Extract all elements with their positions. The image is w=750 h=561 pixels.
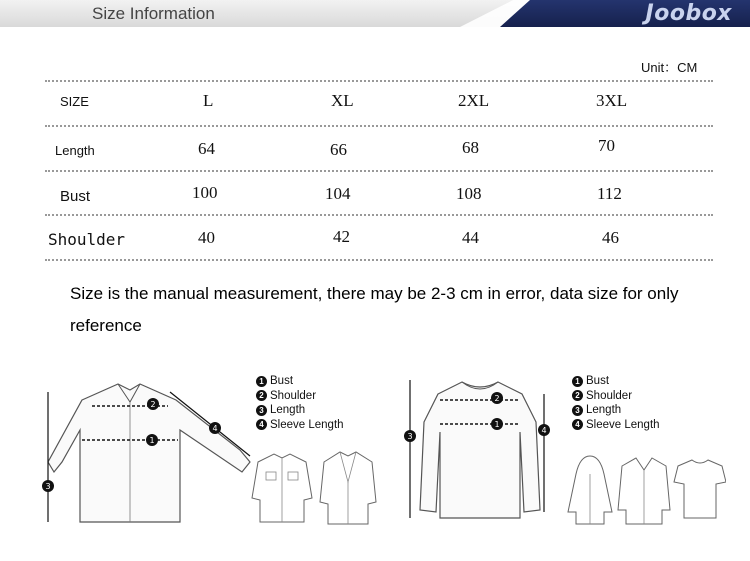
marker-1 — [146, 434, 158, 446]
number-badge-icon: 1 — [572, 376, 583, 387]
table-header-cell: L — [203, 91, 214, 110]
table-cell: 44 — [462, 228, 479, 247]
number-badge-icon: 3 — [256, 405, 267, 416]
table-cell: 108 — [456, 184, 482, 203]
svg-text:4: 4 — [212, 424, 218, 433]
page-title: Size Information — [92, 4, 215, 23]
row-label-length: Length — [55, 143, 95, 158]
svg-text:1: 1 — [494, 420, 500, 429]
number-badge-icon: 1 — [256, 376, 267, 387]
number-badge-icon: 4 — [256, 419, 267, 430]
garment-thumbnails — [566, 452, 726, 532]
legend-item — [256, 418, 344, 433]
table-cell: 42 — [333, 227, 350, 246]
jacket-thumbnails — [248, 448, 378, 528]
legend-right — [572, 374, 660, 432]
table-cell: 112 — [597, 184, 622, 203]
legend-label: Sleeve Length — [586, 418, 660, 431]
table-header-size: SIZE — [60, 94, 89, 109]
shirt-measurement-diagram — [40, 372, 255, 532]
svg-text:4: 4 — [541, 426, 547, 435]
legend-item — [572, 418, 660, 433]
row-label-shoulder: Shoulder — [48, 230, 126, 249]
table-header-cell: XL — [331, 91, 354, 110]
svg-text:2: 2 — [150, 400, 156, 409]
legend-label: Shoulder — [586, 389, 633, 402]
table-cell: 40 — [198, 228, 215, 247]
table-cell: 66 — [330, 140, 347, 159]
legend-label: Length — [586, 404, 622, 416]
legend-label: Bust — [270, 375, 294, 387]
table-header-cell: 3XL — [596, 91, 628, 110]
table-divider — [45, 170, 713, 172]
legend-label: Sleeve Length — [270, 418, 344, 431]
unit-label: Unit：CM — [641, 60, 698, 75]
row-label-bust: Bust — [60, 188, 91, 205]
legend-label: Length — [270, 404, 306, 416]
table-header-cell: 2XL — [458, 91, 490, 110]
tshirt-icon — [674, 460, 726, 518]
table-cell: 46 — [602, 228, 619, 247]
legend-item — [256, 403, 344, 418]
sweater-outline — [420, 382, 540, 518]
marker-2 — [147, 398, 159, 410]
legend-left — [256, 374, 344, 432]
table-cell: 68 — [462, 138, 479, 157]
legend-item — [572, 403, 660, 418]
table-cell: 100 — [192, 183, 218, 202]
marker-3 — [404, 430, 416, 442]
number-badge-icon: 4 — [572, 419, 583, 430]
table-cell: 64 — [198, 139, 215, 158]
legend-item — [572, 374, 660, 389]
legend-item — [572, 389, 660, 404]
brand-logo: Joobox — [645, 1, 732, 26]
table-cell: 70 — [598, 136, 615, 155]
svg-text:2: 2 — [494, 394, 500, 403]
svg-text:3: 3 — [45, 482, 51, 491]
svg-text:1: 1 — [149, 436, 155, 445]
sweater-measurement-diagram — [400, 372, 560, 532]
legend-label: Bust — [586, 375, 610, 387]
legend-item — [256, 374, 344, 389]
legend-label: Shoulder — [270, 389, 317, 402]
header-banner — [0, 0, 750, 27]
table-divider — [45, 214, 713, 216]
table-divider — [45, 80, 713, 82]
svg-text:3: 3 — [407, 432, 413, 441]
legend-item — [256, 389, 344, 404]
table-cell: 104 — [325, 184, 351, 203]
measurement-note: Size is the manual measurement, there may be 2-3 cm in error, data size for only reference — [70, 284, 679, 335]
marker-4 — [209, 422, 221, 434]
marker-3 — [42, 480, 54, 492]
number-badge-icon: 3 — [572, 405, 583, 416]
table-divider — [45, 125, 713, 127]
marker-2 — [491, 392, 503, 404]
table-divider — [45, 259, 713, 261]
marker-1 — [491, 418, 503, 430]
number-badge-icon: 2 — [256, 390, 267, 401]
marker-4 — [538, 424, 550, 436]
number-badge-icon: 2 — [572, 390, 583, 401]
